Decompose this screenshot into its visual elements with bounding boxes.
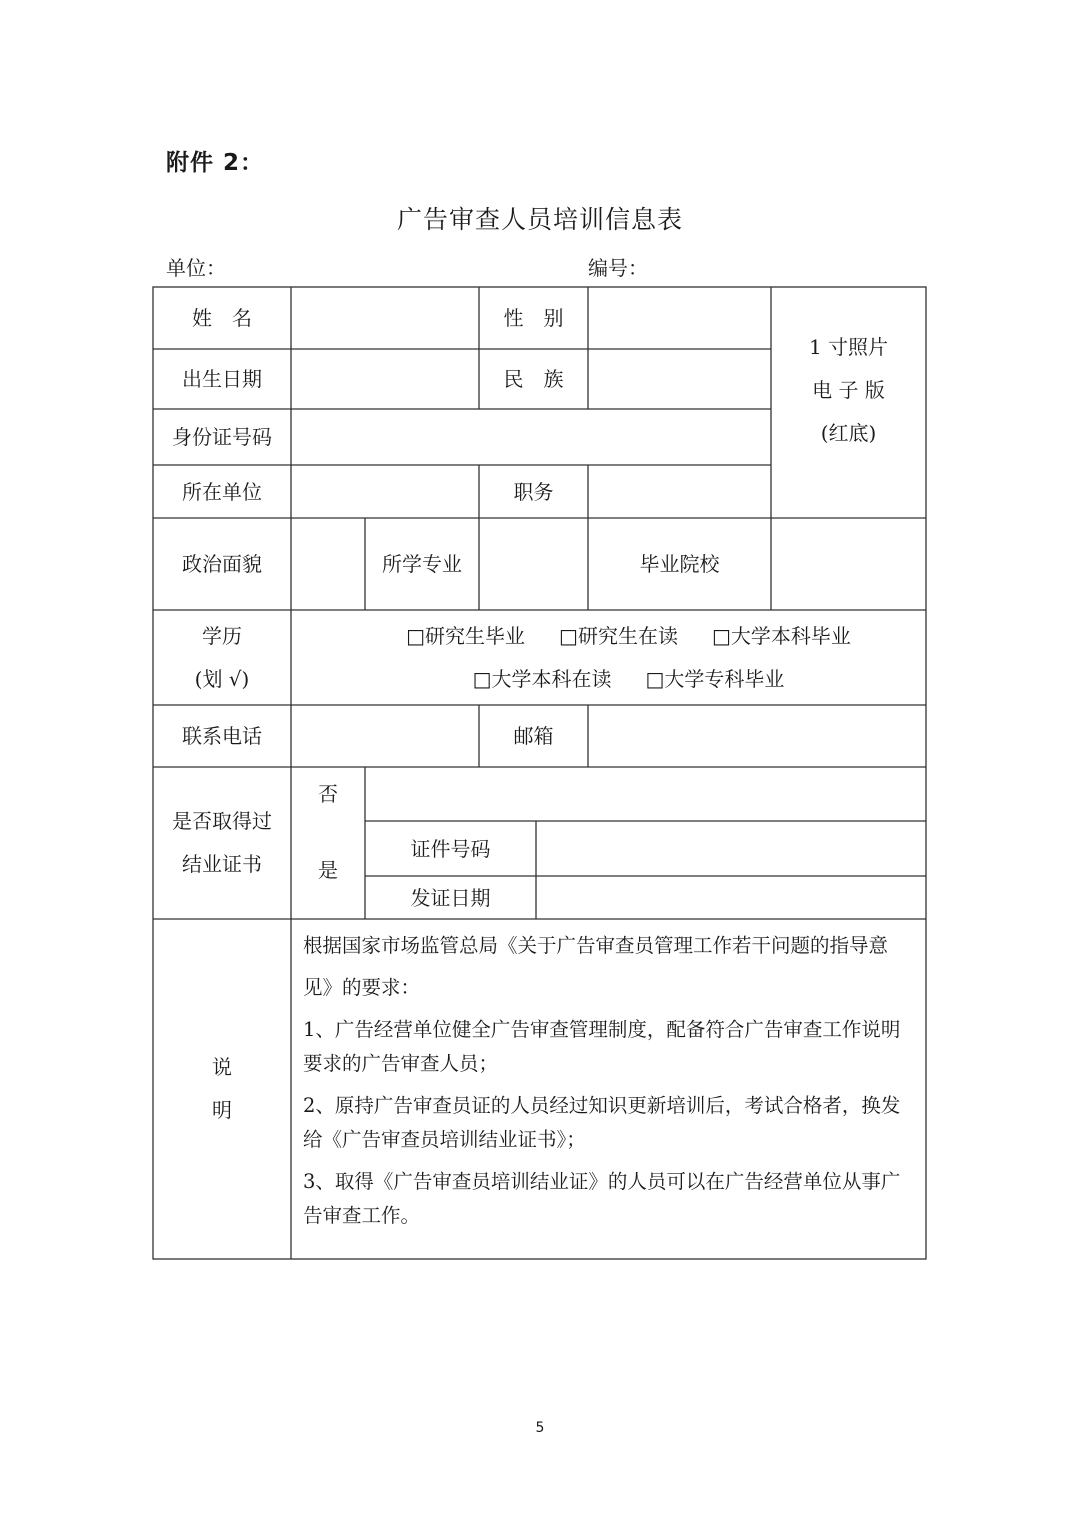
notes-paragraph-2: 2、原持广告审查员证的人员经过知识更新培训后，考试合格者，换发给《广告审查员培训结业证书》； — [303, 1094, 901, 1151]
photo-line-2: 电 子 版 — [812, 377, 885, 402]
label-name: 姓 名 — [192, 306, 252, 330]
birth-date-input-cell[interactable] — [291, 349, 479, 409]
education-option-bachelor-enrolled[interactable]: □大学本科在读 — [472, 666, 612, 691]
certificate-no-input-cell[interactable] — [365, 767, 926, 821]
education-options-row-2 — [473, 658, 785, 701]
notes-paragraph-intro: 根据国家市场监管总局《关于广告审查员管理工作若干问题的指导意见》的要求： — [303, 934, 889, 999]
education-label-line-2: (划 √) — [194, 666, 250, 691]
label-political-status: 政治面貌 — [182, 552, 262, 576]
label-gender: 性 别 — [503, 306, 564, 330]
page-number: 5 — [535, 1420, 545, 1436]
photo-line-3: (红底) — [820, 420, 877, 445]
photo-placeholder[interactable] — [771, 287, 926, 518]
label-ethnicity: 民 族 — [503, 367, 564, 391]
notes-paragraph-3: 3、取得《广告审查员培训结业证》的人员可以在广告经营单位从事广告审查工作。 — [303, 1170, 901, 1227]
education-option-bachelor-graduated[interactable]: □大学本科毕业 — [711, 623, 851, 648]
education-label-line-1: 学历 — [202, 623, 242, 648]
workplace-input-cell[interactable] — [291, 465, 479, 518]
label-id-number: 身份证号码 — [172, 425, 272, 449]
graduate-school-input-cell[interactable] — [771, 518, 926, 610]
label-contact-phone: 联系电话 — [182, 724, 262, 748]
education-option-postgrad-enrolled[interactable]: □研究生在读 — [559, 623, 678, 648]
attachment-label: 附件 2： — [166, 150, 265, 176]
cert-number-input-cell[interactable] — [536, 821, 926, 876]
education-option-college-graduated[interactable]: □大学专科毕业 — [645, 666, 785, 691]
contact-phone-input-cell[interactable] — [291, 705, 479, 767]
label-education — [153, 610, 291, 705]
certificate-label-line-1: 是否取得过 — [172, 809, 272, 833]
label-position: 职务 — [513, 479, 554, 504]
id-number-input-cell[interactable] — [291, 409, 771, 465]
certificate-label-line-2: 结业证书 — [182, 852, 262, 876]
label-certificate — [153, 767, 291, 919]
political-status-input-cell[interactable] — [291, 518, 365, 610]
label-issue-date: 发证日期 — [410, 885, 491, 910]
email-input-cell[interactable] — [588, 705, 926, 767]
number-label: 编号： — [588, 256, 648, 280]
label-major: 所学专业 — [382, 552, 462, 576]
position-input-cell[interactable] — [588, 465, 771, 518]
label-email: 邮箱 — [513, 724, 554, 748]
ethnicity-input-cell[interactable] — [588, 349, 771, 409]
label-certificate-yes: 是 — [318, 858, 338, 882]
label-cert-number: 证件号码 — [410, 836, 491, 861]
unit-label: 单位： — [166, 256, 226, 280]
label-certificate-no: 否 — [318, 782, 338, 806]
label-graduate-school: 毕业院校 — [639, 552, 720, 576]
notes-paragraph-1: 1、广告经营单位健全广告审查管理制度，配备符合广告审查工作说明要求的广告审查人员； — [303, 1018, 901, 1075]
label-notes — [153, 919, 291, 1259]
form-title: 广告审查人员培训信息表 — [396, 205, 683, 234]
gender-input-cell[interactable] — [588, 287, 771, 349]
notes-content — [291, 919, 926, 1259]
education-option-postgrad-graduated[interactable]: □研究生毕业 — [406, 623, 526, 648]
major-input-cell[interactable] — [479, 518, 588, 610]
notes-label-line-2: 明 — [212, 1098, 232, 1122]
label-workplace: 所在单位 — [182, 479, 262, 504]
education-options — [291, 610, 926, 705]
name-input-cell[interactable] — [291, 287, 479, 349]
photo-line-1: 1 寸照片 — [808, 334, 889, 359]
notes-label-line-1: 说 — [212, 1055, 232, 1079]
label-birth-date: 出生日期 — [182, 367, 262, 391]
issue-date-input-cell[interactable] — [536, 876, 926, 919]
education-options-row-1 — [406, 615, 851, 658]
